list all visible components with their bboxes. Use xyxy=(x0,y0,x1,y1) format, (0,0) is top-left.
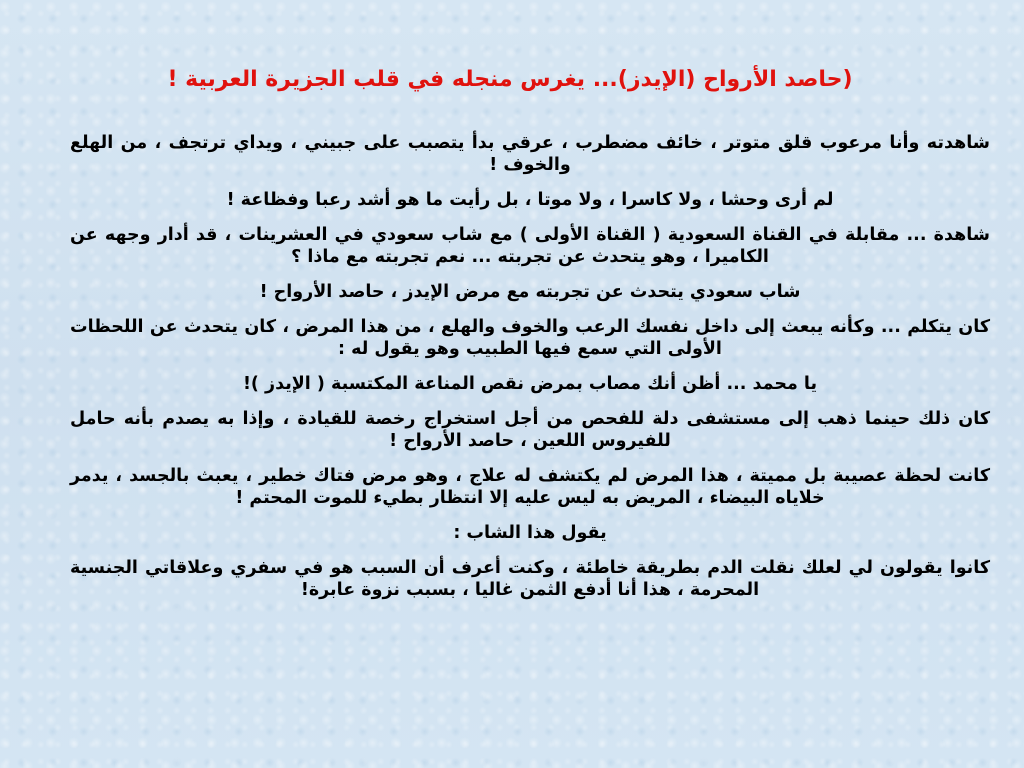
paragraph-4: شاب سعودي يتحدث عن تجربته مع مرض الإيدز ، حاصد الأرواح ! xyxy=(259,282,801,302)
paragraph-10: كانوا يقولون لي لعلك نقلت الدم بطريقة خاطئة ، وكنت أعرف أن السبب هو في سفري وعلاقاتي الجنسية المحرمة ، هذا أنا أدفع الثمن غاليا ، بسبب نزوة عابرة! xyxy=(70,558,990,600)
paragraph-5: كان يتكلم ... وكأنه يبعث إلى داخل نفسك الرعب والخوف والهلع ، من هذا المرض ، كان يتحدث عن اللحظات الأولى التي سمع فيها الطبيب وهو يقول له : xyxy=(70,317,990,359)
slide-body xyxy=(70,132,990,614)
paragraph-2: لم أرى وحشا ، ولا كاسرا ، ولا موتا ، بل رأيت ما هو أشد رعبا وفظاعة ! xyxy=(226,190,834,210)
paragraph-1: شاهدته وأنا مرعوب قلق متوتر ، خائف مضطرب ، عرقي بدأ يتصبب على جبيني ، ويداي ترتجف ، من الهلع والخوف ! xyxy=(70,133,990,175)
paragraph-9: يقول هذا الشاب : xyxy=(453,523,607,543)
slide-title: (حاصد الأرواح (الإيدز)... يغرس منجله في قلب الجزيرة العربية ! xyxy=(167,67,853,92)
paragraph-6: يا محمد ... أظن أنك مصاب بمرض نقص المناعة المكتسبة ( الإيدز )! xyxy=(242,374,818,394)
paragraph-3: شاهدة ... مقابلة في القناة السعودية ( القناة الأولى ) مع شاب سعودي في العشرينات ، قد أدار وجهه عن الكاميرا ، وهو يتحدث عن تجربته ... نعم تجربته مع ماذا ؟ xyxy=(70,225,990,267)
paragraph-8: كانت لحظة عصيبة بل مميتة ، هذا المرض لم يكتشف له علاج ، وهو مرض فتاك خطير ، يعبث بالجسد ، يدمر خلاياه البيضاء ، المريض به ليس عليه إلا انتظار بطيء للموت المحتم ! xyxy=(70,466,990,508)
paragraph-7: كان ذلك حينما ذهب إلى مستشفى دلة للفحص من أجل استخراج رخصة للقيادة ، وإذا به يصدم بأنه حامل للفيروس اللعين ، حاصد الأرواح ! xyxy=(70,409,990,451)
